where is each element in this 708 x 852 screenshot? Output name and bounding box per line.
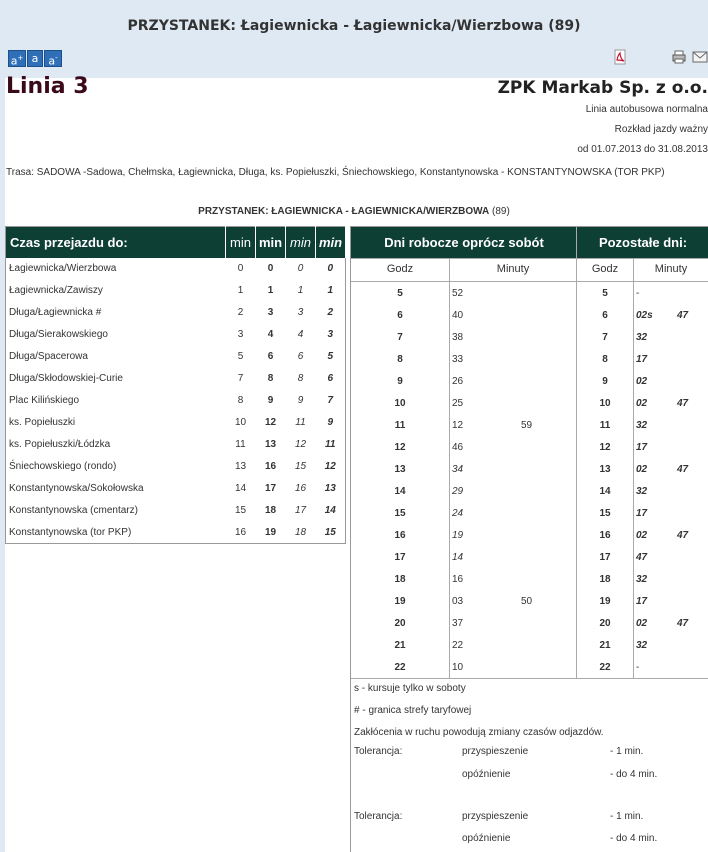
page-header	[0, 0, 708, 78]
other-hour-label: Godz	[591, 263, 619, 275]
travel-minutes: 1	[237, 285, 244, 296]
other-minute: 02s	[636, 310, 653, 321]
departure-row	[351, 657, 708, 679]
travel-minutes: 0	[327, 263, 334, 274]
table-row	[6, 434, 346, 456]
other-minute: 47	[677, 398, 689, 409]
travel-minutes: 9	[297, 395, 304, 406]
travel-minutes: 16	[264, 461, 277, 472]
travel-minutes: 3	[297, 307, 304, 318]
other-hour: 9	[602, 376, 608, 387]
weekday-minute: 46	[452, 442, 464, 453]
weekday-hour: 11	[394, 420, 406, 431]
weekday-minute: 16	[452, 574, 464, 585]
other-hour: 19	[599, 596, 611, 607]
tolerance-value: - 1 min.	[610, 746, 644, 757]
travel-minutes: 4	[297, 329, 304, 340]
weekday-minute: 52	[452, 288, 464, 299]
weekday-minute: 34	[452, 464, 464, 475]
validity-label: Rozkład jazdy ważny	[614, 124, 708, 135]
departure-row	[351, 371, 708, 393]
travel-minutes: 5	[237, 351, 244, 362]
travel-minutes: 17	[264, 483, 277, 494]
weekday-hour: 16	[394, 530, 406, 541]
weekday-minute: 24	[452, 508, 464, 519]
travel-minutes: 0	[267, 263, 274, 274]
departure-row	[351, 569, 708, 591]
travel-minutes: 5	[327, 351, 334, 362]
departure-row	[351, 635, 708, 657]
departure-row	[351, 283, 708, 305]
divider	[351, 258, 708, 259]
other-hour: 11	[599, 420, 611, 431]
validity-range: od 01.07.2013 do 31.08.2013	[577, 144, 708, 155]
other-minute: 17	[636, 354, 648, 365]
travel-minutes: 8	[237, 395, 244, 406]
weekday-minute: 29	[452, 486, 464, 497]
travel-minutes: 11	[295, 417, 306, 428]
departure-row	[351, 349, 708, 371]
travel-minutes: 12	[324, 461, 336, 472]
travel-minutes: 8	[267, 373, 274, 384]
other-minute: 17	[636, 508, 648, 519]
line-type: Linia autobusowa normalna	[585, 104, 708, 115]
min-column-header: min	[286, 227, 316, 258]
other-minute: 47	[677, 530, 689, 541]
departures-table	[350, 226, 708, 852]
travel-minutes: 3	[237, 329, 244, 340]
line-title: Linia 3	[6, 74, 89, 99]
other-minute: -	[636, 662, 640, 673]
note-disruption: Zakłócenia w ruchu powodują zmiany czasów odjazdów.	[354, 727, 604, 738]
travel-minutes: 11	[325, 439, 336, 450]
weekday-hour: 13	[394, 464, 406, 475]
travel-minutes: 12	[294, 439, 307, 450]
travel-minutes: 7	[327, 395, 334, 406]
tolerance-key: opóźnienie	[462, 833, 511, 844]
travel-minutes: 17	[294, 505, 307, 516]
weekday-hour: 9	[397, 376, 403, 387]
weekday-minute: 37	[452, 618, 464, 629]
table-row	[6, 500, 346, 522]
weekday-hour: 7	[397, 332, 403, 343]
other-hour: 6	[602, 310, 608, 321]
departure-row	[351, 613, 708, 635]
travel-minutes: 1	[327, 285, 334, 296]
weekday-hour: 20	[394, 618, 406, 629]
travel-minutes: 15	[234, 505, 247, 516]
weekday-minute: 22	[452, 640, 464, 651]
email-icon[interactable]	[692, 49, 708, 65]
note-saturday: s - kursuje tylko w soboty	[354, 683, 466, 694]
weekday-minute: 19	[452, 530, 464, 541]
other-minute: 47	[677, 464, 689, 475]
weekday-hour: 18	[394, 574, 406, 585]
other-hour: 13	[599, 464, 611, 475]
departure-row	[351, 437, 708, 459]
route-description: Trasa: SADOWA -Sadowa, Chełmska, Łagiewnicka, Długa, ks. Popiełuszki, Śniechowskiego, Konstantynowska - KONSTANTYNOWSKA (TOR PKP)	[6, 167, 665, 178]
weekday-hour: 10	[394, 398, 406, 409]
other-minutes-label: Minuty	[654, 263, 688, 275]
other-hour: 22	[599, 662, 611, 673]
travel-minutes: 15	[294, 461, 307, 472]
travel-minutes: 8	[297, 373, 304, 384]
travel-minutes: 1	[267, 285, 274, 296]
weekday-minute: 03	[452, 596, 464, 607]
weekday-minute: 14	[452, 552, 464, 563]
departure-row	[351, 305, 708, 327]
departure-row	[351, 459, 708, 481]
travel-minutes: 16	[294, 483, 307, 494]
travel-minutes: 14	[324, 505, 336, 516]
min-column-header: min	[226, 227, 256, 258]
table-row	[6, 280, 346, 302]
weekday-header: Dni robocze oprócz sobót	[384, 235, 544, 250]
tolerance-key: przyspieszenie	[462, 811, 529, 822]
travel-minutes: 4	[267, 329, 274, 340]
travel-minutes: 12	[264, 417, 277, 428]
table-row	[6, 390, 346, 412]
weekday-minute: 33	[452, 354, 464, 365]
other-hour: 12	[599, 442, 611, 453]
other-minute: 02	[636, 464, 648, 475]
weekday-hour: 21	[394, 640, 406, 651]
other-minute: -	[636, 288, 640, 299]
stop-name: Konstantynowska (cmentarz)	[9, 505, 138, 516]
other-minute: 32	[636, 332, 648, 343]
weekday-minute: 50	[521, 596, 533, 607]
travel-minutes: 16	[234, 526, 247, 538]
weekday-hour-label: Godz	[386, 263, 414, 275]
other-minute: 47	[636, 552, 648, 563]
travel-minutes: 1	[297, 285, 304, 296]
stop-name: Długa/Skłodowskiej-Curie	[9, 373, 123, 384]
other-hour: 18	[599, 574, 611, 585]
travel-minutes: 6	[327, 373, 334, 384]
weekday-hour: 19	[394, 596, 406, 607]
font-decrease-button[interactable]: a-	[44, 50, 62, 67]
table-row	[6, 324, 346, 346]
other-hour: 20	[599, 618, 611, 629]
font-increase-button[interactable]: a+	[8, 50, 26, 67]
stop-name: Długa/Sierakowskiego	[9, 329, 108, 340]
other-minute: 32	[636, 420, 648, 431]
table-row	[6, 302, 346, 324]
print-icon[interactable]	[671, 49, 687, 65]
other-minute: 02	[636, 398, 648, 409]
other-hour: 14	[599, 486, 611, 497]
divider	[351, 281, 708, 282]
stop-name: Łagiewnicka/Zawiszy	[9, 285, 103, 296]
travel-minutes: 14	[234, 483, 247, 494]
other-minute: 32	[636, 486, 648, 497]
table-row	[6, 258, 346, 280]
note-tariff-zone: # - granica strefy taryfowej	[354, 705, 472, 716]
travel-minutes: 13	[324, 483, 336, 494]
weekday-hour: 14	[394, 486, 406, 497]
other-minute: 17	[636, 442, 648, 453]
table-row	[6, 522, 346, 544]
stop-name: Długa/Łagiewnicka #	[9, 307, 102, 318]
travel-minutes: 3	[267, 307, 274, 318]
stop-name: Długa/Spacerowa	[9, 351, 88, 362]
other-minute: 32	[636, 640, 648, 651]
other-hour: 10	[599, 398, 611, 409]
travel-minutes: 13	[234, 461, 247, 472]
tolerance-key: opóźnienie	[462, 769, 511, 780]
table-row	[6, 368, 346, 390]
travel-minutes: 0	[297, 263, 304, 274]
pdf-icon[interactable]	[612, 49, 628, 65]
stop-name: ks. Popiełuszki/Łódzka	[9, 439, 111, 450]
departure-row	[351, 393, 708, 415]
departure-row	[351, 503, 708, 525]
other-hour: 21	[599, 640, 611, 651]
weekday-hour: 5	[397, 288, 403, 299]
weekday-hour: 22	[394, 662, 406, 673]
stop-name: Konstantynowska/Sokołowska	[9, 483, 144, 494]
travel-times-table	[5, 226, 346, 544]
tolerance-value: - do 4 min.	[610, 769, 658, 780]
stop-name: ks. Popiełuszki	[9, 417, 76, 428]
weekday-minutes-label: Minuty	[496, 263, 530, 275]
departures-header	[351, 227, 708, 258]
other-hour: 5	[602, 288, 608, 299]
other-minute: 47	[677, 310, 689, 321]
travel-minutes: 19	[264, 526, 277, 538]
other-hour: 8	[602, 354, 608, 365]
tolerance-label: Tolerancja:	[354, 811, 403, 822]
table-row	[6, 346, 346, 368]
travel-minutes: 9	[267, 395, 274, 406]
travel-minutes: 7	[237, 373, 244, 384]
other-days-header: Pozostałe dni:	[598, 235, 688, 250]
departure-row	[351, 591, 708, 613]
weekday-minute: 25	[452, 398, 464, 409]
stop-caption: PRZYSTANEK: ŁAGIEWNICKA - ŁAGIEWNICKA/WIERZBOWA (89)	[198, 206, 510, 217]
company-name: ZPK Markab Sp. z o.o.	[497, 78, 708, 98]
departure-row	[351, 327, 708, 349]
other-hour: 17	[599, 552, 611, 563]
stop-name: Konstantynowska (tor PKP)	[9, 526, 132, 538]
travel-minutes: 15	[324, 526, 336, 538]
weekday-minute: 12	[452, 420, 464, 431]
travel-minutes: 0	[237, 263, 244, 274]
weekday-hour: 15	[394, 508, 406, 519]
tolerance-value: - 1 min.	[610, 811, 644, 822]
tolerance-label: Tolerancja:	[354, 746, 403, 757]
stop-name: Śniechowskiego (rondo)	[9, 461, 117, 472]
travel-minutes: 2	[327, 307, 334, 318]
travel-minutes: 13	[264, 439, 277, 450]
weekday-minute: 38	[452, 332, 464, 343]
other-minute: 47	[677, 618, 689, 629]
weekday-hour: 17	[394, 552, 406, 563]
other-hour: 7	[602, 332, 608, 343]
weekday-hour: 6	[397, 310, 403, 321]
departure-row	[351, 481, 708, 503]
other-minute: 32	[636, 574, 648, 585]
other-minute: 02	[636, 618, 648, 629]
tolerance-key: przyspieszenie	[462, 746, 529, 757]
weekday-minute: 10	[452, 662, 464, 673]
travel-times-header: Czas przejazdu do:	[6, 227, 226, 258]
font-normal-button[interactable]: a	[27, 50, 43, 67]
other-minute: 02	[636, 376, 648, 387]
weekday-hour: 8	[397, 354, 403, 365]
table-row	[6, 456, 346, 478]
other-minute: 02	[636, 530, 648, 541]
travel-minutes: 18	[264, 505, 277, 516]
travel-minutes: 2	[237, 307, 244, 318]
departure-row	[351, 525, 708, 547]
departure-row	[351, 415, 708, 437]
tolerance-value: - do 4 min.	[610, 833, 658, 844]
weekday-minute: 40	[452, 310, 464, 321]
travel-minutes: 6	[297, 351, 304, 362]
weekday-minute: 26	[452, 376, 464, 387]
travel-minutes: 10	[234, 417, 247, 428]
min-column-header: min	[316, 227, 346, 258]
departure-row	[351, 547, 708, 569]
stop-name: Łagiewnicka/Wierzbowa	[9, 263, 117, 274]
min-column-header: min	[256, 227, 286, 258]
travel-minutes: 9	[327, 417, 334, 428]
other-hour: 15	[599, 508, 611, 519]
weekday-minute: 59	[521, 420, 533, 431]
table-row	[6, 478, 346, 500]
other-minute: 17	[636, 596, 648, 607]
page-title: PRZYSTANEK: Łagiewnicka - Łagiewnicka/Wierzbowa (89)	[127, 18, 581, 34]
travel-minutes: 11	[235, 439, 246, 450]
travel-minutes: 6	[267, 351, 274, 362]
stop-name: Plac Kilińskiego	[9, 395, 80, 406]
other-hour: 16	[599, 530, 611, 541]
weekday-hour: 12	[394, 442, 406, 453]
table-row	[6, 412, 346, 434]
travel-minutes: 3	[327, 329, 334, 340]
travel-minutes: 18	[294, 526, 307, 538]
